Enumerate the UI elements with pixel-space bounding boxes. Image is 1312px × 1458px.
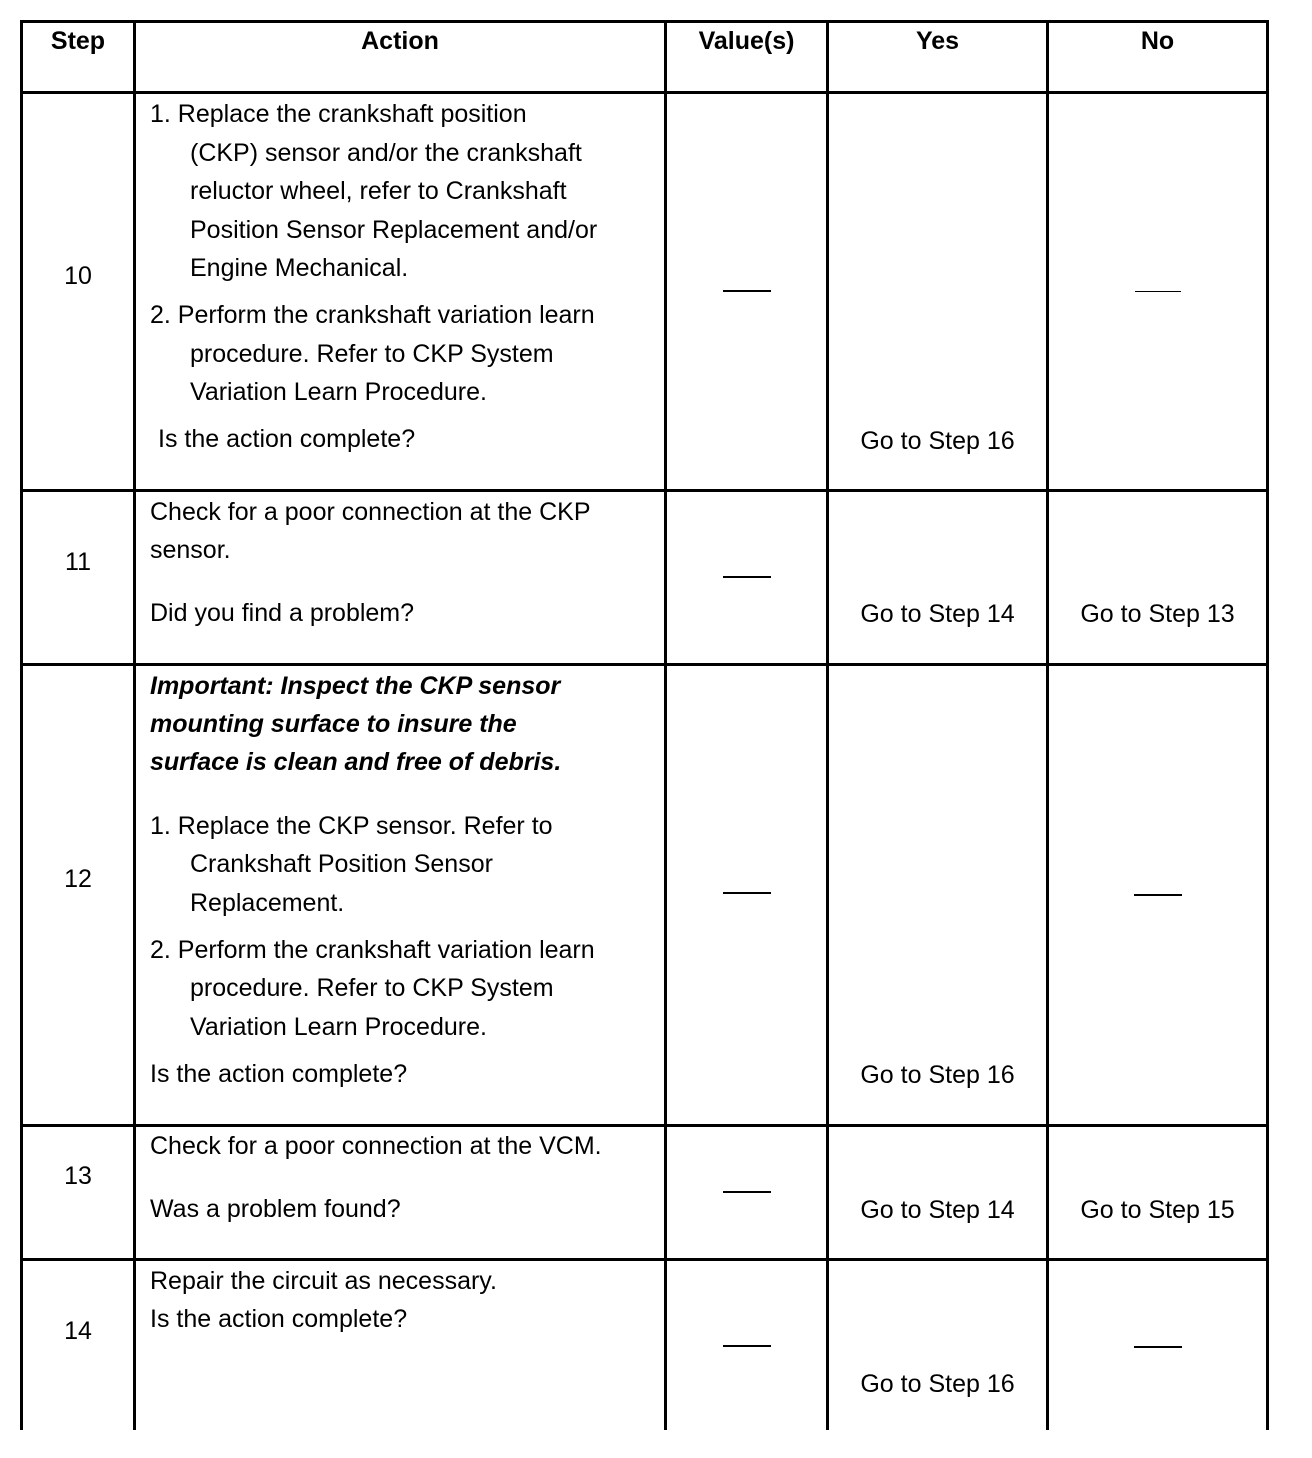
action-question: Was a problem found? [150, 1195, 401, 1223]
no-outcome: Go to Step 13 [1080, 600, 1235, 628]
important-note: Important: Inspect the CKP sensor [150, 672, 561, 700]
column-divider-action-values [664, 20, 667, 1430]
action-line: procedure. Refer to CKP System [190, 974, 554, 1002]
values-empty-dash [723, 1191, 771, 1193]
important-note: mounting surface to insure the [150, 710, 517, 738]
header-values: Value(s) [698, 27, 795, 55]
action-line: Position Sensor Replacement and/or [190, 216, 598, 244]
row-divider-11-12 [20, 663, 1269, 666]
action-line: reluctor wheel, refer to Crankshaft [190, 177, 567, 205]
important-note: surface is clean and free of debris. [150, 748, 562, 776]
step-number-12: 12 [64, 865, 92, 893]
step-number-10: 10 [64, 262, 92, 290]
action-line: sensor. [150, 536, 231, 564]
table-border-right [1266, 20, 1269, 1430]
values-empty-dash [723, 576, 771, 578]
row-divider-10-11 [20, 489, 1269, 492]
action-line: 2. Perform the crankshaft variation learn [150, 301, 595, 329]
action-line: 1. Replace the crankshaft position [150, 100, 527, 128]
yes-outcome: Go to Step 14 [860, 1196, 1015, 1224]
values-empty-dash [723, 892, 771, 894]
no-empty-dash [1134, 894, 1182, 896]
values-empty-dash [723, 290, 771, 292]
action-line: Crankshaft Position Sensor [190, 850, 493, 878]
step-number-14: 14 [64, 1317, 92, 1345]
no-outcome: Go to Step 15 [1080, 1196, 1235, 1224]
yes-outcome: Go to Step 14 [860, 600, 1015, 628]
header-no: No [1140, 27, 1175, 55]
table-border-left [20, 20, 23, 1430]
action-question: Is the action complete? [150, 1060, 408, 1088]
header-action: Action [361, 27, 439, 55]
header-divider [20, 91, 1269, 94]
values-empty-dash [723, 1345, 771, 1347]
action-line: procedure. Refer to CKP System [190, 340, 554, 368]
action-line: 1. Replace the CKP sensor. Refer to [150, 812, 553, 840]
action-line: Engine Mechanical. [190, 254, 409, 282]
action-line: Variation Learn Procedure. [190, 1013, 487, 1041]
step-number-13: 13 [64, 1162, 92, 1190]
action-question: Did you find a problem? [150, 599, 415, 627]
row-divider-13-14 [20, 1258, 1269, 1261]
yes-outcome: Go to Step 16 [860, 427, 1015, 455]
no-empty-dash [1135, 291, 1181, 292]
action-line: Check for a poor connection at the VCM. [150, 1132, 602, 1160]
action-line: (CKP) sensor and/or the crankshaft [190, 139, 582, 167]
step-number-11: 11 [65, 548, 91, 576]
action-line: Check for a poor connection at the CKP [150, 498, 591, 526]
action-line: Variation Learn Procedure. [190, 378, 487, 406]
action-question: Is the action complete? [150, 1305, 408, 1333]
yes-outcome: Go to Step 16 [860, 1370, 1015, 1398]
header-step: Step [50, 27, 106, 55]
header-yes: Yes [915, 27, 960, 55]
yes-outcome: Go to Step 16 [860, 1061, 1015, 1089]
action-line: 2. Perform the crankshaft variation learn [150, 936, 595, 964]
action-question: Is the action complete? [158, 425, 416, 453]
action-line: Repair the circuit as necessary. [150, 1267, 497, 1295]
column-divider-step-action [133, 20, 136, 1430]
no-empty-dash [1134, 1346, 1182, 1348]
action-line: Replacement. [190, 889, 345, 917]
